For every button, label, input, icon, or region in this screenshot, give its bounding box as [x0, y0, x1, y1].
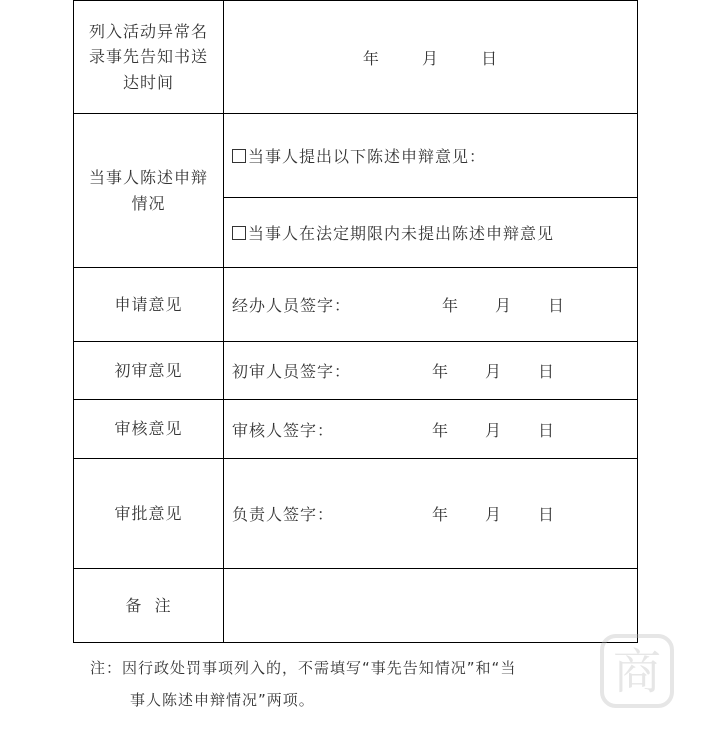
footnote — [90, 652, 620, 716]
sign-label: 审核人签字： — [232, 420, 335, 440]
row-application — [74, 268, 638, 342]
row-approval — [74, 459, 638, 569]
remarks-cell[interactable] — [224, 569, 638, 643]
watermark-seal-icon — [598, 632, 676, 710]
checkbox-statement-submitted[interactable] — [232, 149, 246, 163]
date-field: 年 月 日 — [362, 48, 499, 68]
sign-label: 负责人签字： — [232, 505, 335, 524]
review-sign-cell[interactable] — [224, 400, 638, 459]
date-field: 年 月 日 — [432, 505, 556, 524]
row-delivery-time — [74, 1, 638, 114]
row-remarks — [74, 569, 638, 643]
row-statement — [74, 114, 638, 198]
preliminary-sign-cell[interactable] — [224, 342, 638, 400]
label-review: 审核意见 — [74, 400, 224, 459]
label-approval: 审批意见 — [74, 459, 224, 569]
option-statement-submitted[interactable]: 当事人提出以下陈述申辩意见： — [224, 114, 638, 198]
footnote-line-2: 事人陈述申辩情况”两项。 — [130, 691, 315, 709]
label-remarks: 备 注 — [74, 569, 224, 643]
footnote-line-1: 注：因行政处罚事项列入的，不需填写“事先告知情况”和“当 — [90, 659, 517, 677]
row-review — [74, 400, 638, 459]
delivery-date-cell[interactable] — [224, 1, 638, 114]
label-statement: 当事人陈述申辩 情况 — [74, 114, 224, 268]
form-table — [73, 0, 638, 643]
label-preliminary: 初审意见 — [74, 342, 224, 400]
sign-label: 初审人员签字： — [232, 362, 352, 381]
sign-label: 经办人员签字： — [232, 296, 352, 315]
label-application: 申请意见 — [74, 268, 224, 342]
date-field: 年 月 日 — [432, 420, 556, 440]
label-delivery-time: 列入活动异常名 录事先告知书送 达时间 — [74, 1, 224, 114]
application-sign-cell[interactable] — [224, 268, 638, 342]
svg-text:商: 商 — [612, 644, 662, 700]
option-statement-none[interactable]: 当事人在法定期限内未提出陈述申辩意见 — [224, 198, 638, 268]
row-preliminary — [74, 342, 638, 400]
date-field: 年 月 日 — [442, 296, 566, 315]
checkbox-statement-none[interactable] — [232, 226, 246, 240]
approval-sign-cell[interactable] — [224, 459, 638, 569]
date-field: 年 月 日 — [432, 362, 556, 381]
